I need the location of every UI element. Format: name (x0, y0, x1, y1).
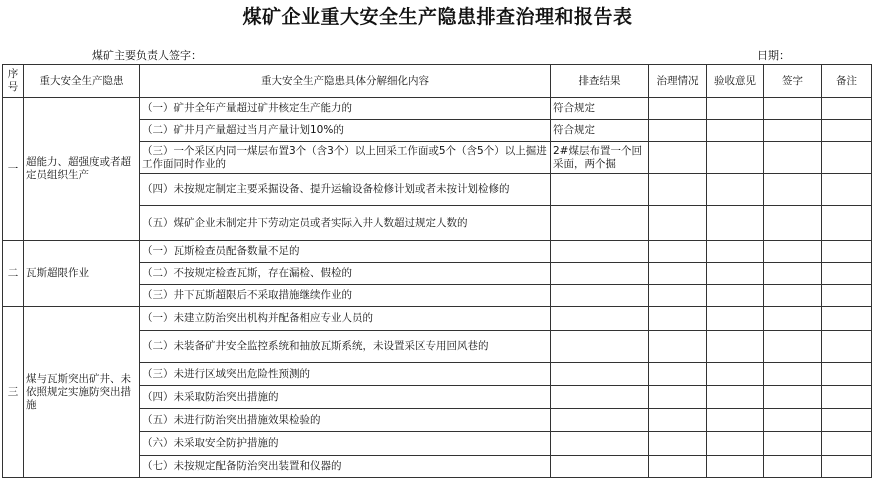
header-detail: 重大安全生产隐患具体分解细化内容 (140, 65, 551, 98)
remark-cell[interactable] (822, 285, 872, 307)
check-result[interactable] (551, 174, 649, 206)
sign-cell[interactable] (764, 120, 822, 142)
treatment-cell[interactable] (649, 456, 707, 478)
sign-cell[interactable] (764, 263, 822, 285)
acceptance-cell[interactable] (707, 409, 764, 432)
sign-cell[interactable] (764, 363, 822, 386)
treatment-cell[interactable] (649, 409, 707, 432)
acceptance-cell[interactable] (707, 98, 764, 120)
treatment-cell[interactable] (649, 263, 707, 285)
header-remark: 备注 (822, 65, 872, 98)
treatment-cell[interactable] (649, 331, 707, 363)
check-result[interactable] (551, 432, 649, 456)
acceptance-cell[interactable] (707, 363, 764, 386)
signature-label: 煤矿主要负责人签字： (92, 49, 202, 62)
group-category: 煤与瓦斯突出矿井、未依照规定实施防突出措施 (24, 307, 140, 478)
check-result[interactable] (551, 456, 649, 478)
group-category: 瓦斯超限作业 (24, 241, 140, 307)
hazard-detail: （七）未按规定配备防治突出装置和仪器的 (140, 456, 551, 478)
acceptance-cell[interactable] (707, 263, 764, 285)
treatment-cell[interactable] (649, 120, 707, 142)
remark-cell[interactable] (822, 307, 872, 331)
treatment-cell[interactable] (649, 386, 707, 409)
treatment-cell[interactable] (649, 174, 707, 206)
check-result[interactable] (551, 331, 649, 363)
acceptance-cell[interactable] (707, 142, 764, 174)
treatment-cell[interactable] (649, 98, 707, 120)
check-result[interactable] (551, 285, 649, 307)
acceptance-cell[interactable] (707, 285, 764, 307)
remark-cell[interactable] (822, 98, 872, 120)
header-result: 排查结果 (551, 65, 649, 98)
header-row (3, 65, 872, 98)
acceptance-cell[interactable] (707, 307, 764, 331)
acceptance-cell[interactable] (707, 331, 764, 363)
check-result[interactable] (551, 263, 649, 285)
sign-cell[interactable] (764, 241, 822, 263)
sign-cell[interactable] (764, 174, 822, 206)
acceptance-cell[interactable] (707, 456, 764, 478)
hazard-detail: （二）矿井月产量超过当月产量计划10%的 (140, 120, 551, 142)
sign-cell[interactable] (764, 142, 822, 174)
acceptance-cell[interactable] (707, 174, 764, 206)
remark-cell[interactable] (822, 363, 872, 386)
sign-cell[interactable] (764, 206, 822, 241)
header-category: 重大安全生产隐患 (24, 65, 140, 98)
table-row (3, 307, 872, 331)
remark-cell[interactable] (822, 386, 872, 409)
table-row (3, 98, 872, 120)
remark-cell[interactable] (822, 409, 872, 432)
sign-cell[interactable] (764, 456, 822, 478)
remark-cell[interactable] (822, 241, 872, 263)
header-seq: 序号 (3, 65, 24, 98)
hazard-detail: （六）未采取安全防护措施的 (140, 432, 551, 456)
remark-cell[interactable] (822, 456, 872, 478)
treatment-cell[interactable] (649, 206, 707, 241)
hazard-detail: （一）矿井全年产量超过矿井核定生产能力的 (140, 98, 551, 120)
group-seq: 三 (3, 307, 24, 478)
acceptance-cell[interactable] (707, 206, 764, 241)
form-title: 煤矿企业重大安全生产隐患排查治理和报告表 (242, 6, 633, 28)
check-result[interactable] (551, 409, 649, 432)
treatment-cell[interactable] (649, 285, 707, 307)
hazard-detail: （三）未进行区域突出危险性预测的 (140, 363, 551, 386)
sign-cell[interactable] (764, 307, 822, 331)
hazard-detail: （三）井下瓦斯超限后不采取措施继续作业的 (140, 285, 551, 307)
group-seq: 二 (3, 241, 24, 307)
group-category: 超能力、超强度或者超定员组织生产 (24, 98, 140, 241)
treatment-cell[interactable] (649, 142, 707, 174)
hazard-detail: （二）未装备矿井安全监控系统和抽放瓦斯系统，未设置采区专用回风巷的 (140, 331, 551, 363)
remark-cell[interactable] (822, 331, 872, 363)
acceptance-cell[interactable] (707, 386, 764, 409)
hazard-detail: （三）一个采区内同一煤层布置3个（含3个）以上回采工作面或5个（含5个）以上掘进工作面同时作业的 (140, 142, 551, 174)
header-acceptance: 验收意见 (707, 65, 764, 98)
treatment-cell[interactable] (649, 432, 707, 456)
hazard-detail: （四）未采取防治突出措施的 (140, 386, 551, 409)
header-sign: 签字 (764, 65, 822, 98)
remark-cell[interactable] (822, 263, 872, 285)
remark-cell[interactable] (822, 120, 872, 142)
group-seq: 一 (3, 98, 24, 241)
check-result[interactable]: 2#煤层布置一个回采面，两个掘 (551, 142, 649, 174)
check-result[interactable] (551, 386, 649, 409)
date-label: 日期： (757, 49, 790, 62)
table-row (3, 241, 872, 263)
hazard-detail: （一）瓦斯检查员配备数量不足的 (140, 241, 551, 263)
remark-cell[interactable] (822, 206, 872, 241)
acceptance-cell[interactable] (707, 241, 764, 263)
sign-cell[interactable] (764, 432, 822, 456)
check-result[interactable] (551, 363, 649, 386)
hazard-report-table (2, 64, 872, 478)
treatment-cell[interactable] (649, 363, 707, 386)
check-result[interactable]: 符合规定 (551, 98, 649, 120)
sign-cell[interactable] (764, 331, 822, 363)
acceptance-cell[interactable] (707, 120, 764, 142)
hazard-detail: （二）不按规定检查瓦斯，存在漏检、假检的 (140, 263, 551, 285)
sign-cell[interactable] (764, 98, 822, 120)
remark-cell[interactable] (822, 174, 872, 206)
check-result[interactable] (551, 206, 649, 241)
sign-cell[interactable] (764, 285, 822, 307)
treatment-cell[interactable] (649, 307, 707, 331)
hazard-detail: （一）未建立防治突出机构并配备相应专业人员的 (140, 307, 551, 331)
acceptance-cell[interactable] (707, 432, 764, 456)
treatment-cell[interactable] (649, 241, 707, 263)
remark-cell[interactable] (822, 432, 872, 456)
sign-cell[interactable] (764, 386, 822, 409)
hazard-detail: （五）未进行防治突出措施效果检验的 (140, 409, 551, 432)
check-result[interactable] (551, 307, 649, 331)
hazard-detail: （五）煤矿企业未制定井下劳动定员或者实际入井人数超过规定人数的 (140, 206, 551, 241)
sign-cell[interactable] (764, 409, 822, 432)
header-treatment: 治理情况 (649, 65, 707, 98)
hazard-detail: （四）未按规定制定主要采掘设备、提升运输设备检修计划或者未按计划检修的 (140, 174, 551, 206)
check-result[interactable] (551, 241, 649, 263)
check-result[interactable]: 符合规定 (551, 120, 649, 142)
remark-cell[interactable] (822, 142, 872, 174)
